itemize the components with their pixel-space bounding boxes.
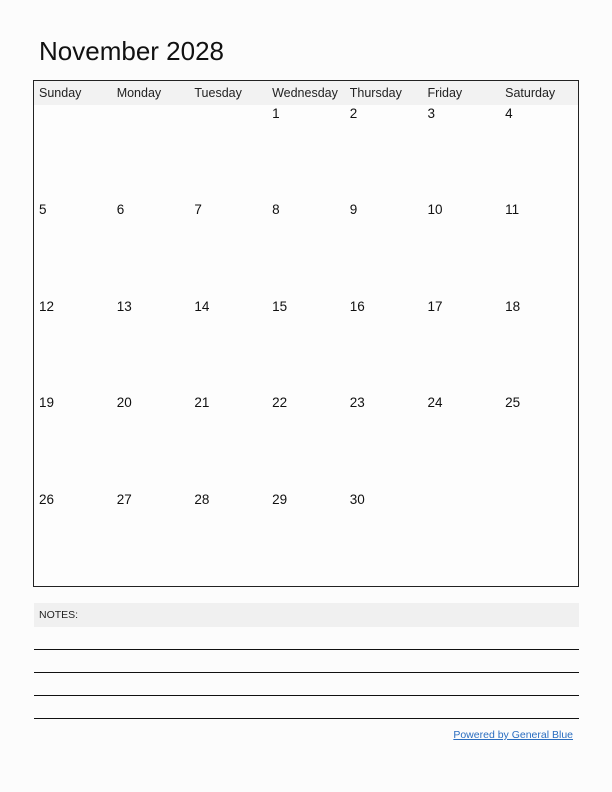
day-cell: 19 [39, 395, 55, 411]
day-cell: 5 [39, 202, 47, 218]
notes-line [34, 718, 579, 719]
weekday-wednesday: Wednesday [272, 86, 338, 100]
day-cell: 22 [272, 395, 288, 411]
weekday-monday: Monday [116, 86, 162, 100]
day-cell: 9 [349, 202, 358, 218]
day-cell: 20 [116, 395, 132, 411]
calendar-title: November 2028 [39, 36, 224, 66]
day-cell: 6 [116, 202, 125, 218]
weekday-friday: Friday [427, 86, 463, 100]
day-cell: 3 [427, 106, 435, 121]
weekday-saturday: Saturday [505, 86, 556, 100]
day-cell: 11 [505, 202, 520, 218]
day-cell: 1 [272, 106, 280, 121]
day-cell: 2 [349, 106, 358, 121]
day-cell: 18 [505, 298, 521, 314]
day-cell: 17 [427, 298, 443, 314]
notes-line [34, 649, 579, 650]
weekday-header [34, 81, 578, 105]
day-cell: 26 [39, 491, 55, 507]
day-cell: 24 [427, 395, 443, 411]
day-cell: 15 [272, 298, 288, 314]
day-cell [112, 105, 190, 201]
week-row [34, 201, 578, 297]
day-cell: 27 [116, 491, 132, 507]
calendar-grid [33, 80, 579, 587]
notes-line [34, 695, 579, 696]
weekday-sunday: Sunday [39, 86, 82, 100]
day-cell: 23 [349, 395, 365, 411]
day-cell [422, 491, 500, 587]
day-cell: 8 [272, 202, 280, 218]
weekday-tuesday: Tuesday [194, 86, 242, 100]
day-cell: 14 [194, 298, 210, 314]
notes-line [34, 672, 579, 673]
day-cell [189, 105, 267, 201]
day-cell [500, 491, 578, 587]
day-cell: 7 [194, 202, 202, 218]
day-cell: 29 [272, 491, 288, 507]
day-cell: 13 [116, 298, 132, 314]
powered-by-link[interactable]: Powered by General Blue [453, 729, 573, 741]
day-cell: 21 [194, 395, 210, 411]
day-grid [34, 105, 578, 587]
day-cell: 28 [194, 491, 210, 507]
week-row [34, 298, 578, 394]
week-row [34, 105, 578, 201]
day-cell: 10 [427, 202, 443, 218]
weekday-thursday: Thursday [349, 86, 402, 100]
day-cell [34, 105, 112, 201]
day-cell: 25 [505, 395, 521, 411]
day-cell: 30 [349, 491, 365, 507]
day-cell: 12 [39, 298, 55, 314]
notes-label: NOTES: [34, 603, 579, 627]
day-cell: 4 [505, 106, 513, 121]
day-cell: 16 [349, 298, 365, 314]
week-row [34, 394, 578, 490]
week-row [34, 491, 578, 587]
